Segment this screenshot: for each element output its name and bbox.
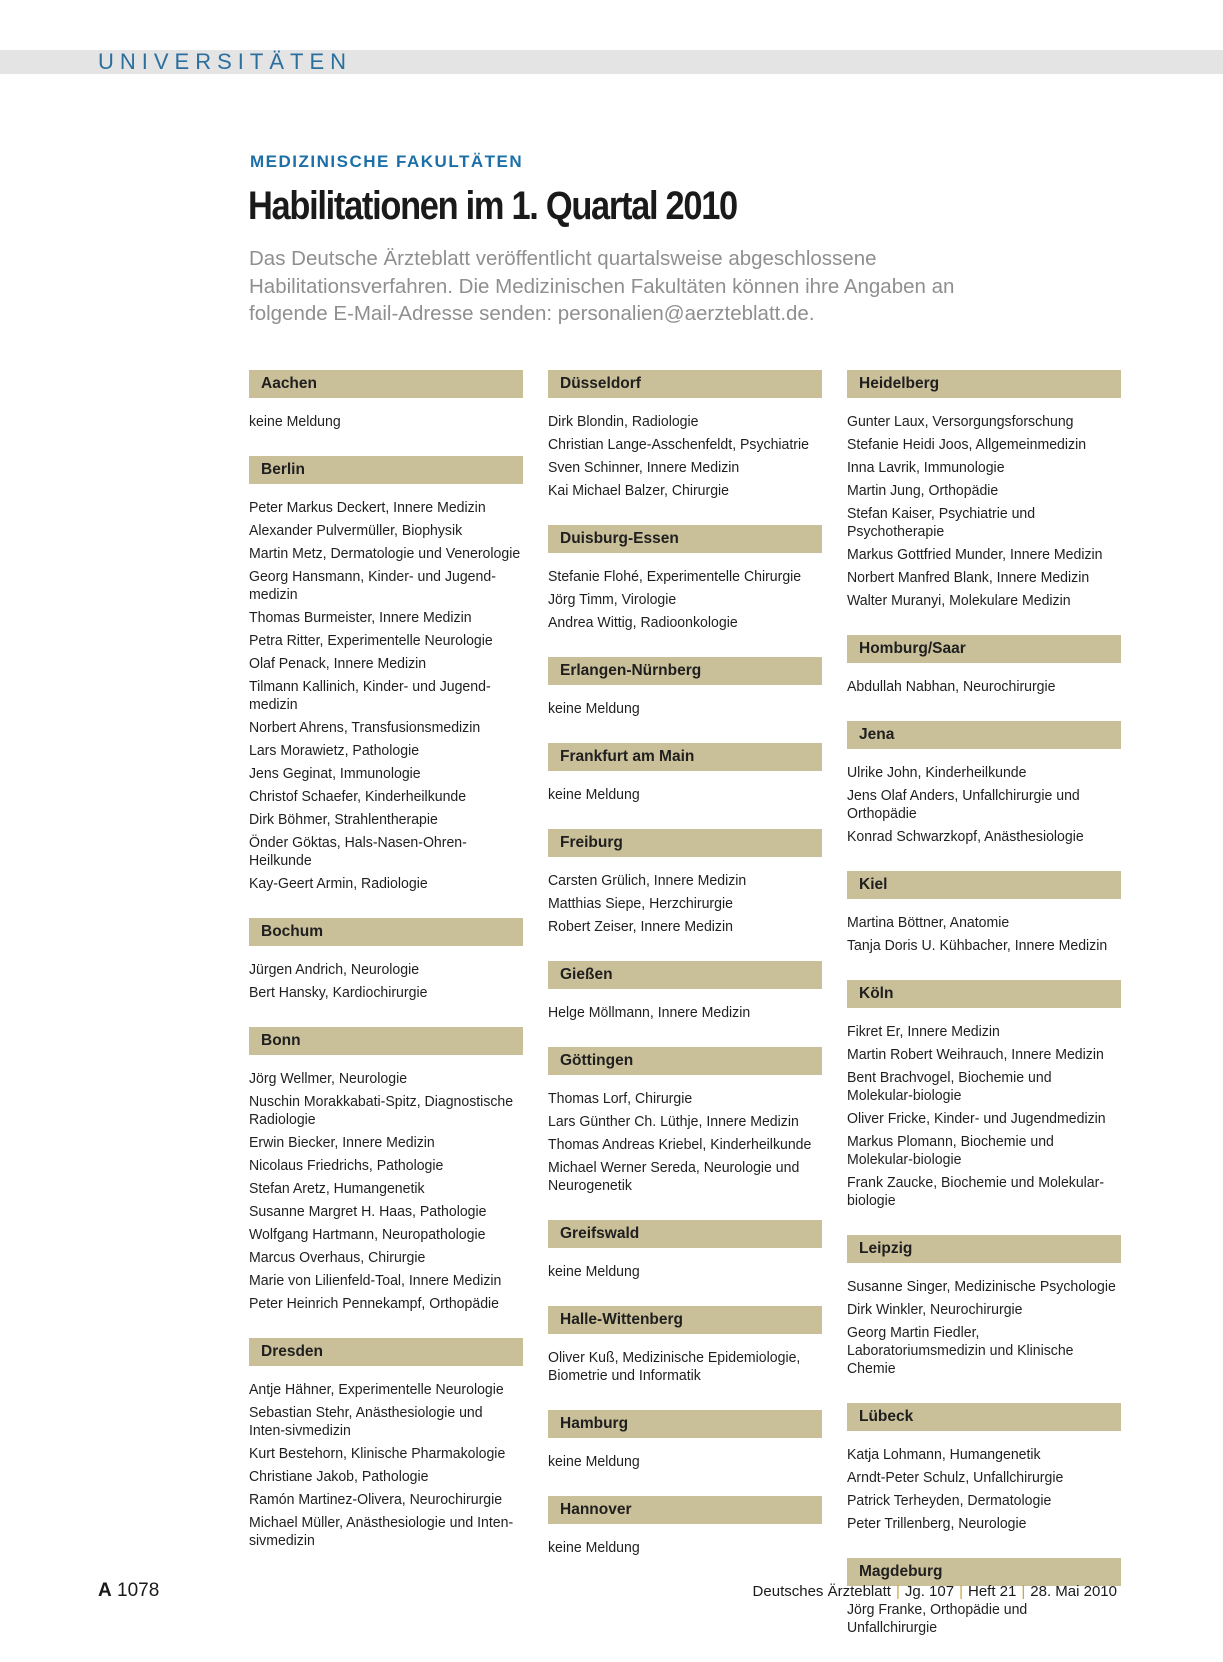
list-item: Olaf Penack, Innere Medizin [249, 655, 427, 672]
city-heading: Duisburg-Essen [548, 525, 822, 553]
list-item: Tanja Doris U. Kühbacher, Innere Medizin [847, 937, 1108, 954]
list-item: Stefanie Flohé, Experimentelle Chirurgie [548, 568, 802, 585]
list-item: Bent Brachvogel, Biochemie und Molekular-biologie [847, 1069, 1052, 1104]
list-item: Peter Heinrich Pennekampf, Orthopädie [249, 1295, 500, 1312]
list-item: Andrea Wittig, Radioonkologie [548, 614, 738, 631]
list-item: Christof Schaefer, Kinderheilkunde [249, 788, 467, 805]
city-heading: Göttingen [548, 1047, 822, 1075]
city-heading: Jena [847, 721, 1121, 749]
list-item: Helge Möllmann, Innere Medizin [548, 1004, 751, 1021]
list-item: Nuschin Morakkabati-Spitz, Diagnostische Radiologie [249, 1093, 514, 1128]
list-item: Lars Morawietz, Pathologie [249, 742, 420, 759]
list-item: Marcus Overhaus, Chirurgie [249, 1249, 426, 1266]
list-item: Robert Zeiser, Innere Medizin [548, 918, 733, 935]
entry-list [847, 911, 1121, 957]
entry-list [847, 1020, 1121, 1212]
city-heading: Dresden [249, 1338, 523, 1366]
list-item: Sebastian Stehr, Anästhesiologie und Inten-sivmedizin [249, 1404, 483, 1439]
list-item: Kai Michael Balzer, Chirurgie [548, 482, 730, 499]
list-item: Inna Lavrik, Immunologie [847, 459, 1005, 476]
list-item: Norbert Ahrens, Transfusionsmedizin [249, 719, 481, 736]
list-item: Stefanie Heidi Joos, Allgemeinmedizin [847, 436, 1087, 453]
entry-list [847, 761, 1121, 848]
city-heading: Berlin [249, 456, 523, 484]
entry-list [847, 410, 1121, 612]
list-item: Christian Lange-Asschenfeldt, Psychiatrie [548, 436, 809, 453]
list-item: keine Meldung [249, 413, 341, 430]
city-section [249, 1027, 523, 1315]
city-heading: Magdeburg [847, 1558, 1121, 1586]
list-item: Susanne Singer, Medizinische Psychologie [847, 1278, 1116, 1295]
list-item: Martin Jung, Orthopädie [847, 482, 999, 499]
city-heading: Düsseldorf [548, 370, 822, 398]
city-heading: Aachen [249, 370, 523, 398]
entry-list [548, 697, 822, 720]
list-item: Martin Robert Weihrauch, Innere Medizin [847, 1046, 1104, 1063]
city-section [548, 657, 822, 720]
city-section [548, 1496, 822, 1559]
list-item: Arndt-Peter Schulz, Unfallchirurgie [847, 1469, 1064, 1486]
list-item: Michael Werner Sereda, Neurologie und Neurogenetik [548, 1159, 800, 1194]
city-heading: Gießen [548, 961, 822, 989]
entry-list [548, 410, 822, 502]
list-item: Antje Hähner, Experimentelle Neurologie [249, 1381, 504, 1398]
entry-list [847, 1598, 1121, 1639]
column-1 [249, 370, 523, 1575]
entry-list [847, 1443, 1121, 1535]
entry-list [847, 675, 1121, 698]
journal-name: Deutsches Ärzteblatt [752, 1583, 891, 1600]
list-item: Georg Hansmann, Kinder- und Jugend-medizin [249, 568, 496, 603]
city-heading: Halle-Wittenberg [548, 1306, 822, 1334]
entry-list [548, 1087, 822, 1197]
column-3 [847, 370, 1121, 1662]
entry-list [249, 958, 523, 1004]
list-item: Erwin Biecker, Innere Medizin [249, 1134, 435, 1151]
list-item: Sven Schinner, Innere Medizin [548, 459, 740, 476]
city-section [249, 370, 523, 433]
list-item: Martin Metz, Dermatologie und Venerologie [249, 545, 521, 562]
entry-list [548, 1450, 822, 1473]
column-2 [548, 370, 822, 1582]
city-heading: Frankfurt am Main [548, 743, 822, 771]
list-item: Martina Böttner, Anatomie [847, 914, 1010, 931]
list-item: Lars Günther Ch. Lüthje, Innere Medizin [548, 1113, 799, 1130]
journal-issue: Heft 21 [967, 1583, 1017, 1600]
list-item: Tilmann Kallinich, Kinder- und Jugend-medizin [249, 678, 491, 713]
city-heading: Hannover [548, 1496, 822, 1524]
list-item: Thomas Burmeister, Innere Medizin [249, 609, 472, 626]
list-item: Dirk Winkler, Neurochirurgie [847, 1301, 1023, 1318]
journal-date: 28. Mai 2010 [1030, 1583, 1117, 1600]
city-section [548, 743, 822, 806]
list-item: Thomas Lorf, Chirurgie [548, 1090, 693, 1107]
city-section [548, 1410, 822, 1473]
list-item: Walter Muranyi, Molekulare Medizin [847, 592, 1071, 609]
divider: | [895, 1583, 900, 1600]
list-item: Oliver Kuß, Medizinische Epidemiologie, Biometrie und Informatik [548, 1349, 801, 1384]
city-heading: Leipzig [847, 1235, 1121, 1263]
city-section [548, 1220, 822, 1283]
page-prefix: A [98, 1580, 112, 1601]
list-item: Abdullah Nabhan, Neurochirurgie [847, 678, 1056, 695]
list-item: Carsten Grülich, Innere Medizin [548, 872, 747, 889]
city-section [548, 370, 822, 502]
list-item: keine Meldung [548, 1263, 640, 1280]
entry-list [249, 1067, 523, 1315]
city-section [847, 980, 1121, 1212]
list-item: Wolfgang Hartmann, Neuropathologie [249, 1226, 486, 1243]
city-section [847, 1235, 1121, 1380]
section-label: UNIVERSITÄTEN [98, 49, 353, 74]
list-item: Norbert Manfred Blank, Innere Medizin [847, 569, 1090, 586]
city-section [548, 961, 822, 1024]
list-item: Nicolaus Friedrichs, Pathologie [249, 1157, 444, 1174]
list-item: keine Meldung [548, 1539, 640, 1556]
entry-list [249, 1378, 523, 1552]
list-item: Bert Hansky, Kardiochirurgie [249, 984, 428, 1001]
list-item: keine Meldung [548, 786, 640, 803]
city-section [249, 918, 523, 1004]
entry-list [548, 1260, 822, 1283]
city-heading: Bochum [249, 918, 523, 946]
city-heading: Lübeck [847, 1403, 1121, 1431]
intro-text: Das Deutsche Ärzteblatt veröffentlicht quartalsweise abgeschlossene Habilitationsverfahren. Die Medizinischen Fakultäten können ihre Angaben an folgende E-Mail-Adresse senden: personalien@aerzteblatt.de. [249, 247, 955, 325]
city-section [847, 635, 1121, 698]
list-item: Ramón Martinez-Olivera, Neurochirurgie [249, 1491, 503, 1508]
city-heading: Homburg/Saar [847, 635, 1121, 663]
list-item: Jörg Wellmer, Neurologie [249, 1070, 408, 1087]
list-item: Ulrike John, Kinderheilkunde [847, 764, 1027, 781]
entry-list [847, 1275, 1121, 1380]
list-item: Jürgen Andrich, Neurologie [249, 961, 420, 978]
page-title: Habilitationen im 1. Quartal 2010 [248, 184, 737, 228]
city-section [548, 525, 822, 634]
city-section [548, 829, 822, 938]
list-item: Markus Plomann, Biochemie und Molekular-biologie [847, 1133, 1054, 1168]
city-section [847, 370, 1121, 612]
list-item: Frank Zaucke, Biochemie und Molekular-biologie [847, 1174, 1105, 1209]
city-section [249, 1338, 523, 1552]
city-heading: Kiel [847, 871, 1121, 899]
list-item: Markus Gottfried Munder, Innere Medizin [847, 546, 1103, 563]
entry-list [249, 410, 523, 433]
list-item: Petra Ritter, Experimentelle Neurologie [249, 632, 493, 649]
list-item: Michael Müller, Anästhesiologie und Inten-sivmedizin [249, 1514, 514, 1549]
city-heading: Hamburg [548, 1410, 822, 1438]
city-heading: Bonn [249, 1027, 523, 1055]
list-item: Susanne Margret H. Haas, Pathologie [249, 1203, 487, 1220]
divider: | [959, 1583, 963, 1600]
list-item: Dirk Blondin, Radiologie [548, 413, 699, 430]
entry-list [548, 565, 822, 634]
list-item: Konrad Schwarzkopf, Anästhesiologie [847, 828, 1084, 845]
entry-list [548, 783, 822, 806]
city-section [548, 1306, 822, 1387]
city-heading: Freiburg [548, 829, 822, 857]
list-item: Fikret Er, Innere Medizin [847, 1023, 1000, 1040]
journal-footer [753, 1583, 1117, 1600]
divider: | [1021, 1583, 1026, 1600]
list-item: Stefan Kaiser, Psychiatrie und Psychotherapie [847, 505, 1036, 540]
city-heading: Erlangen-Nürnberg [548, 657, 822, 685]
list-item: Oliver Fricke, Kinder- und Jugendmedizin [847, 1110, 1106, 1127]
list-item: Dirk Böhmer, Strahlentherapie [249, 811, 438, 828]
city-section [548, 1047, 822, 1197]
city-section [249, 456, 523, 895]
list-item: Jens Geginat, Immunologie [249, 765, 421, 782]
entry-list [249, 496, 523, 895]
list-item: Alexander Pulvermüller, Biophysik [249, 522, 463, 539]
entry-list [548, 869, 822, 938]
page-number-value: 1078 [117, 1580, 160, 1601]
list-item: keine Meldung [548, 1453, 640, 1470]
city-section [847, 871, 1121, 957]
page-number [98, 1580, 159, 1602]
list-item: Jens Olaf Anders, Unfallchirurgie und Orthopädie [847, 787, 1080, 822]
list-item: Peter Markus Deckert, Innere Medizin [249, 499, 486, 516]
list-item: Peter Trillenberg, Neurologie [847, 1515, 1027, 1532]
journal-volume: Jg. 107 [904, 1583, 955, 1600]
city-heading: Köln [847, 980, 1121, 1008]
list-item: Thomas Andreas Kriebel, Kinderheilkunde [548, 1136, 812, 1153]
list-item: Katja Lohmann, Humangenetik [847, 1446, 1041, 1463]
list-item: Kay-Geert Armin, Radiologie [249, 875, 428, 892]
list-item: Georg Martin Fiedler, Laboratoriumsmedizin und Klinische Chemie [847, 1324, 1074, 1377]
city-heading: Heidelberg [847, 370, 1121, 398]
entry-list [548, 1346, 822, 1387]
city-heading: Greifswald [548, 1220, 822, 1248]
list-item: keine Meldung [548, 700, 640, 717]
list-item: Kurt Bestehorn, Klinische Pharmakologie [249, 1445, 506, 1462]
list-item: Marie von Lilienfeld-Toal, Innere Medizin [249, 1272, 502, 1289]
list-item: Gunter Laux, Versorgungsforschung [847, 413, 1074, 430]
list-item: Christiane Jakob, Pathologie [249, 1468, 429, 1485]
city-section [847, 721, 1121, 848]
city-section [847, 1403, 1121, 1535]
list-item: Jörg Franke, Orthopädie und Unfallchirurgie [847, 1601, 1028, 1636]
entry-list [548, 1001, 822, 1024]
list-item: Stefan Aretz, Humangenetik [249, 1180, 425, 1197]
list-item: Matthias Siepe, Herzchirurgie [548, 895, 733, 912]
list-item: Patrick Terheyden, Dermatologie [847, 1492, 1052, 1509]
kicker: MEDIZINISCHE FAKULTÄTEN [250, 152, 524, 171]
list-item: Jörg Timm, Virologie [548, 591, 677, 608]
entry-list [548, 1536, 822, 1559]
list-item: Önder Göktas, Hals-Nasen-Ohren-Heilkunde [249, 834, 467, 869]
